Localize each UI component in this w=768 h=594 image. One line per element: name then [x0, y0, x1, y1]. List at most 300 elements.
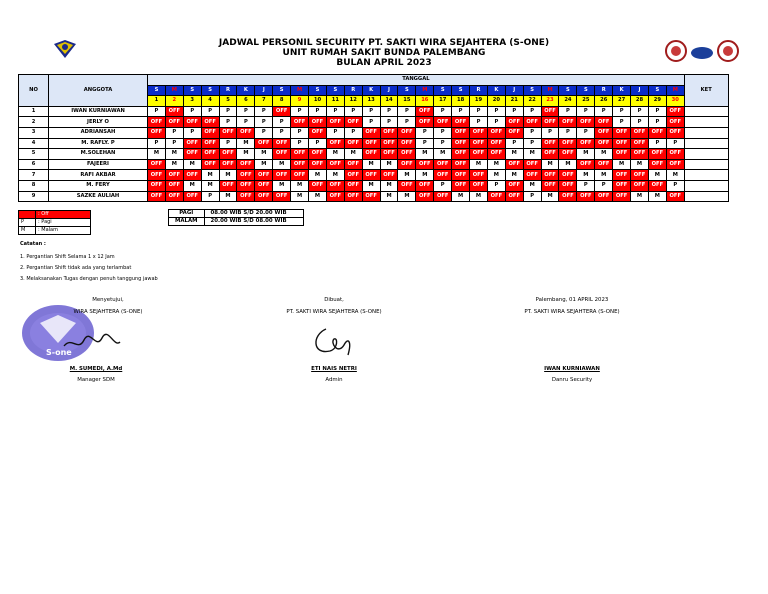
date-cell: 24 — [559, 96, 577, 107]
shift-cell: OFF — [577, 159, 595, 170]
day-letter: M — [416, 85, 434, 96]
shift-cell: P — [523, 138, 541, 149]
shift-cell: OFF — [613, 127, 631, 138]
shift-cell: OFF — [416, 117, 434, 128]
approver-org: WIRA SEJAHTERA (S-ONE) — [73, 309, 143, 315]
member-name: M. FERY — [49, 180, 148, 191]
shift-cell: OFF — [291, 170, 309, 181]
company-logo — [52, 38, 78, 60]
shift-cell: P — [201, 106, 219, 117]
date-cell: 17 — [434, 96, 452, 107]
shift-cell: OFF — [648, 149, 666, 160]
shift-cell: P — [631, 117, 649, 128]
ket-cell — [684, 191, 728, 202]
shift-cell: M — [362, 180, 380, 191]
shift-cell: P — [648, 106, 666, 117]
shift-cell: OFF — [487, 149, 505, 160]
date-cell: 16 — [416, 96, 434, 107]
shift-cell: OFF — [470, 127, 488, 138]
shift-cell: M — [505, 149, 523, 160]
shift-cell: P — [165, 138, 183, 149]
shift-cell: OFF — [541, 170, 559, 181]
shift-cell: M — [595, 149, 613, 160]
shift-cell: M — [165, 159, 183, 170]
shift-cell: OFF — [380, 138, 398, 149]
shift-cell: M — [648, 170, 666, 181]
shift-cell: M — [613, 159, 631, 170]
shift-cell: P — [470, 117, 488, 128]
shift-cell: P — [326, 127, 344, 138]
table-row — [19, 127, 729, 138]
date-cell: 11 — [326, 96, 344, 107]
shift-cell: OFF — [505, 117, 523, 128]
shift-cell: M — [273, 180, 291, 191]
shift-cell: OFF — [595, 191, 613, 202]
shift-cell: OFF — [541, 180, 559, 191]
shift-cell: P — [183, 106, 201, 117]
shift-cell: OFF — [165, 170, 183, 181]
shift-cell: P — [237, 106, 255, 117]
ket-cell — [684, 149, 728, 160]
shift-cell: OFF — [505, 180, 523, 191]
shift-cell: M — [255, 159, 273, 170]
shift-cell: OFF — [183, 117, 201, 128]
date-cell: 18 — [452, 96, 470, 107]
shift-cell: M — [416, 149, 434, 160]
shift-cell: OFF — [344, 180, 362, 191]
shift-cell: OFF — [452, 117, 470, 128]
shift-cell: M — [541, 191, 559, 202]
shift-cell: OFF — [505, 159, 523, 170]
shift-cell: P — [255, 127, 273, 138]
day-letter: J — [255, 85, 273, 96]
shift-cell: OFF — [291, 159, 309, 170]
shift-cell: OFF — [344, 159, 362, 170]
shift-cell: M — [183, 180, 201, 191]
shift-cell: OFF — [255, 170, 273, 181]
shift-cell: M — [219, 170, 237, 181]
date-cell: 8 — [273, 96, 291, 107]
note-item: 3. Melaksanakan Tugas dengan penuh tanggung jawab — [20, 276, 158, 282]
creator-pre: Dibuat, — [324, 297, 344, 303]
shift-cell: OFF — [487, 138, 505, 149]
member-name: M.SOLEHAN — [49, 149, 148, 160]
title-line-3: BULAN APRIL 2023 — [336, 58, 432, 68]
shift-cell: P — [273, 117, 291, 128]
approver-pre: Menyetujui, — [92, 297, 124, 303]
shift-cell: OFF — [183, 149, 201, 160]
table-row — [19, 138, 729, 149]
shift-cell: OFF — [201, 138, 219, 149]
row-no: 4 — [19, 138, 49, 149]
shift-cell: OFF — [201, 127, 219, 138]
day-letter: S — [309, 85, 327, 96]
row-no: 3 — [19, 127, 49, 138]
shift-cell: M — [434, 149, 452, 160]
date-cell: 5 — [219, 96, 237, 107]
shift-cell: P — [416, 138, 434, 149]
stamp-text: S-one — [46, 348, 72, 357]
shift-cell: OFF — [309, 149, 327, 160]
shift-cell: M — [291, 191, 309, 202]
shift-cell: OFF — [452, 138, 470, 149]
schedule-table — [18, 74, 729, 202]
shift-cell: M — [309, 191, 327, 202]
shift-cell: OFF — [362, 138, 380, 149]
shift-cell: OFF — [148, 127, 166, 138]
shift-cell: OFF — [452, 149, 470, 160]
shift-cell: P — [613, 117, 631, 128]
shift-cell: M — [237, 138, 255, 149]
shift-cell: OFF — [165, 106, 183, 117]
shift-cell: OFF — [201, 117, 219, 128]
shift-cell: OFF — [470, 149, 488, 160]
shift-cell: OFF — [273, 149, 291, 160]
shift-cell: OFF — [505, 191, 523, 202]
shift-cell: P — [380, 106, 398, 117]
shift-cell: M — [165, 149, 183, 160]
shift-cell: M — [470, 159, 488, 170]
signature-admin — [308, 325, 358, 361]
date-cell: 2 — [165, 96, 183, 107]
shift-cell: P — [434, 127, 452, 138]
shift-cell: OFF — [219, 149, 237, 160]
day-letter: S — [648, 85, 666, 96]
date-cell: 20 — [487, 96, 505, 107]
date-cell: 19 — [470, 96, 488, 107]
shift-cell: P — [559, 106, 577, 117]
date-cell: 23 — [541, 96, 559, 107]
shift-cell: OFF — [470, 170, 488, 181]
shift-cell: M — [559, 159, 577, 170]
shift-cell: OFF — [470, 180, 488, 191]
day-letter: J — [505, 85, 523, 96]
shift-cell: OFF — [523, 170, 541, 181]
shift-cell: P — [237, 117, 255, 128]
shift-cell: OFF — [541, 149, 559, 160]
shift-cell: P — [255, 106, 273, 117]
shift-cell: OFF — [416, 159, 434, 170]
shift-cell: P — [362, 117, 380, 128]
row-no: 8 — [19, 180, 49, 191]
shift-cell: OFF — [380, 149, 398, 160]
shift-cell: OFF — [165, 117, 183, 128]
day-letter: R — [595, 85, 613, 96]
shift-cell: M — [631, 191, 649, 202]
member-name: JERLY O — [49, 117, 148, 128]
shift-cell: P — [487, 106, 505, 117]
legend-code-pagi: P — [19, 219, 36, 227]
shift-cell: OFF — [398, 159, 416, 170]
shift-cell: OFF — [666, 149, 684, 160]
shift-cell: P — [541, 127, 559, 138]
shift-cell: M — [595, 170, 613, 181]
shift-cell: P — [577, 180, 595, 191]
shift-cell: P — [416, 127, 434, 138]
shift-cell: OFF — [344, 138, 362, 149]
shift-cell: OFF — [523, 117, 541, 128]
member-name: SAZKE AULIAH — [49, 191, 148, 202]
shift-cell: P — [309, 138, 327, 149]
shift-cell: OFF — [148, 180, 166, 191]
shift-cell: OFF — [148, 159, 166, 170]
shift-cell: M — [380, 159, 398, 170]
shift-cell: M — [541, 159, 559, 170]
shift-cell: M — [362, 159, 380, 170]
shift-cell: OFF — [201, 149, 219, 160]
shift-cell: OFF — [398, 180, 416, 191]
shift-cell: OFF — [148, 117, 166, 128]
shift-cell: OFF — [326, 191, 344, 202]
member-name: FAJEERI — [49, 159, 148, 170]
table-row — [19, 149, 729, 160]
shift-cell: P — [148, 138, 166, 149]
date-cell: 21 — [505, 96, 523, 107]
shift-cell: P — [613, 106, 631, 117]
shift-cell: P — [291, 106, 309, 117]
day-letter: S — [398, 85, 416, 96]
shift-cell: P — [487, 180, 505, 191]
shift-cell: M — [183, 159, 201, 170]
shift-cell: OFF — [577, 191, 595, 202]
shift-cell: M — [148, 149, 166, 160]
row-no: 7 — [19, 170, 49, 181]
title-line-2: UNIT RUMAH SAKIT BUNDA PALEMBANG — [282, 48, 486, 58]
date-cell: 1 — [148, 96, 166, 107]
shift-cell: OFF — [631, 170, 649, 181]
shift-cell: P — [434, 106, 452, 117]
ket-cell — [684, 180, 728, 191]
shift-cell: P — [273, 127, 291, 138]
date-cell: 25 — [577, 96, 595, 107]
table-row — [19, 170, 729, 181]
table-row — [19, 180, 729, 191]
shift-cell: OFF — [326, 138, 344, 149]
ket-cell — [684, 138, 728, 149]
shift-cell: P — [523, 127, 541, 138]
shift-cell: OFF — [362, 191, 380, 202]
shift-cell: P — [505, 106, 523, 117]
shift-cell: P — [219, 106, 237, 117]
col-ket-header: KET — [684, 75, 728, 107]
shift-cell: OFF — [183, 170, 201, 181]
shift-cell: P — [219, 138, 237, 149]
note-item: 1. Pergantian Shift Selama 1 x 12 Jam — [20, 254, 115, 260]
date-place: Palembang, 01 APRIL 2023 — [535, 297, 609, 303]
shift-cell: P — [631, 106, 649, 117]
day-letter: M — [165, 85, 183, 96]
shift-cell: P — [595, 180, 613, 191]
date-cell: 22 — [523, 96, 541, 107]
shift-cell: OFF — [666, 191, 684, 202]
shift-cell: OFF — [452, 180, 470, 191]
shift-row-pagi — [169, 210, 304, 218]
title-line-1: JADWAL PERSONIL SECURITY PT. SAKTI WIRA SEJAHTERA (S-ONE) — [218, 38, 550, 48]
shift-cell: OFF — [219, 127, 237, 138]
shift-cell: OFF — [613, 138, 631, 149]
shift-cell: OFF — [505, 127, 523, 138]
day-letter: K — [613, 85, 631, 96]
shift-cell: P — [309, 106, 327, 117]
day-letter: M — [291, 85, 309, 96]
shift-cell: OFF — [273, 138, 291, 149]
shift-cell: OFF — [595, 138, 613, 149]
shift-cell: P — [666, 138, 684, 149]
shift-cell: OFF — [559, 191, 577, 202]
date-cell: 26 — [595, 96, 613, 107]
shift-cell: M — [487, 170, 505, 181]
shift-cell: OFF — [648, 180, 666, 191]
day-letter: M — [541, 85, 559, 96]
shift-cell: OFF — [362, 127, 380, 138]
shift-cell: OFF — [273, 106, 291, 117]
shift-cell: P — [398, 117, 416, 128]
shift-cell: P — [577, 127, 595, 138]
member-name: M. RAFLY. P — [49, 138, 148, 149]
header-row — [19, 75, 729, 86]
date-cell: 12 — [344, 96, 362, 107]
day-letter: S — [452, 85, 470, 96]
shift-cell: OFF — [344, 117, 362, 128]
shift-cell: P — [291, 138, 309, 149]
row-no: 6 — [19, 159, 49, 170]
shift-cell: OFF — [362, 149, 380, 160]
shift-cell: OFF — [398, 149, 416, 160]
shift-cell: P — [344, 127, 362, 138]
shift-cell: OFF — [237, 159, 255, 170]
shift-cell: M — [291, 180, 309, 191]
shift-cell: P — [165, 127, 183, 138]
shift-cell: OFF — [291, 149, 309, 160]
shift-cell: M — [487, 159, 505, 170]
day-letter: R — [219, 85, 237, 96]
shift-cell: P — [452, 106, 470, 117]
shift-cell: OFF — [577, 117, 595, 128]
shift-cell: P — [487, 117, 505, 128]
shift-cell: OFF — [237, 180, 255, 191]
shift-cell: M — [309, 170, 327, 181]
shift-cell: OFF — [666, 117, 684, 128]
shift-cell: OFF — [165, 180, 183, 191]
day-letter: S — [559, 85, 577, 96]
shift-cell: OFF — [148, 191, 166, 202]
day-letter: M — [666, 85, 684, 96]
shift-cell: OFF — [434, 117, 452, 128]
date-cell: 15 — [398, 96, 416, 107]
shift-cell: P — [505, 138, 523, 149]
shift-cell: OFF — [255, 180, 273, 191]
day-letter: K — [487, 85, 505, 96]
table-row — [19, 117, 729, 128]
shift-cell: M — [237, 149, 255, 160]
shift-cell: M — [666, 170, 684, 181]
shift-cell: OFF — [666, 159, 684, 170]
shift-cell: OFF — [631, 138, 649, 149]
shift-cell: OFF — [452, 170, 470, 181]
shift-cell: OFF — [273, 191, 291, 202]
shift-cell: P — [523, 191, 541, 202]
shift-cell: OFF — [309, 159, 327, 170]
creator-role: Admin — [325, 377, 343, 383]
shift-cell: P — [577, 106, 595, 117]
shift-cell: P — [398, 106, 416, 117]
row-no: 1 — [19, 106, 49, 117]
shift-cell: P — [523, 106, 541, 117]
shift-cell: M — [631, 159, 649, 170]
shift-cell: P — [326, 106, 344, 117]
shift-cell: M — [380, 191, 398, 202]
certification-logos — [664, 40, 740, 64]
shift-cell: OFF — [613, 180, 631, 191]
member-name: IWAN KURNIAWAN — [49, 106, 148, 117]
shift-cell: OFF — [201, 159, 219, 170]
shift-cell: OFF — [541, 106, 559, 117]
shift-cell: OFF — [148, 170, 166, 181]
legend-code-off — [19, 211, 36, 219]
row-no: 9 — [19, 191, 49, 202]
shift-cell: OFF — [291, 117, 309, 128]
shift-cell: OFF — [416, 180, 434, 191]
date-cell: 7 — [255, 96, 273, 107]
shift-cell: OFF — [326, 117, 344, 128]
member-name: RAFI AKBAR — [49, 170, 148, 181]
date-cell: 4 — [201, 96, 219, 107]
shift-time-table — [168, 209, 304, 226]
shift-time: 08.00 WIB S/D 20.00 WIB — [204, 210, 303, 218]
shift-cell: OFF — [183, 138, 201, 149]
shift-cell: OFF — [219, 180, 237, 191]
shift-cell: OFF — [398, 138, 416, 149]
member-name: ADRIANSAH — [49, 127, 148, 138]
date-cell: 9 — [291, 96, 309, 107]
table-row — [19, 159, 729, 170]
col-no-header: NO — [19, 75, 49, 107]
shift-cell: M — [273, 159, 291, 170]
shift-cell: OFF — [326, 159, 344, 170]
shift-cell: OFF — [237, 127, 255, 138]
legend-table — [18, 210, 91, 235]
shift-cell: P — [362, 106, 380, 117]
signature-manager — [62, 332, 122, 354]
date-cell: 27 — [613, 96, 631, 107]
shift-cell: P — [595, 106, 613, 117]
acknowledger-org: PT. SAKTI WIRA SEJAHTERA (S-ONE) — [524, 309, 620, 315]
shift-cell: M — [452, 191, 470, 202]
shift-cell: OFF — [523, 159, 541, 170]
shift-cell: OFF — [165, 191, 183, 202]
shift-cell: OFF — [344, 170, 362, 181]
shift-cell: OFF — [237, 191, 255, 202]
shift-cell: OFF — [631, 127, 649, 138]
ket-cell — [684, 117, 728, 128]
shift-cell: P — [434, 180, 452, 191]
day-letter: K — [362, 85, 380, 96]
date-cell: 6 — [237, 96, 255, 107]
shift-cell: OFF — [559, 138, 577, 149]
date-cell: 3 — [183, 96, 201, 107]
shift-cell: OFF — [255, 138, 273, 149]
row-no: 2 — [19, 117, 49, 128]
legend-row-malam — [19, 227, 91, 235]
tanggal-header: TANGGAL — [148, 75, 685, 86]
row-no: 5 — [19, 149, 49, 160]
shift-cell: OFF — [416, 106, 434, 117]
legend-text-pagi: : Pagi — [36, 219, 91, 227]
date-cell: 10 — [309, 96, 327, 107]
acknowledger-name: IWAN KURNIAWAN — [544, 366, 600, 372]
shift-cell: P — [148, 106, 166, 117]
shift-cell: OFF — [666, 106, 684, 117]
